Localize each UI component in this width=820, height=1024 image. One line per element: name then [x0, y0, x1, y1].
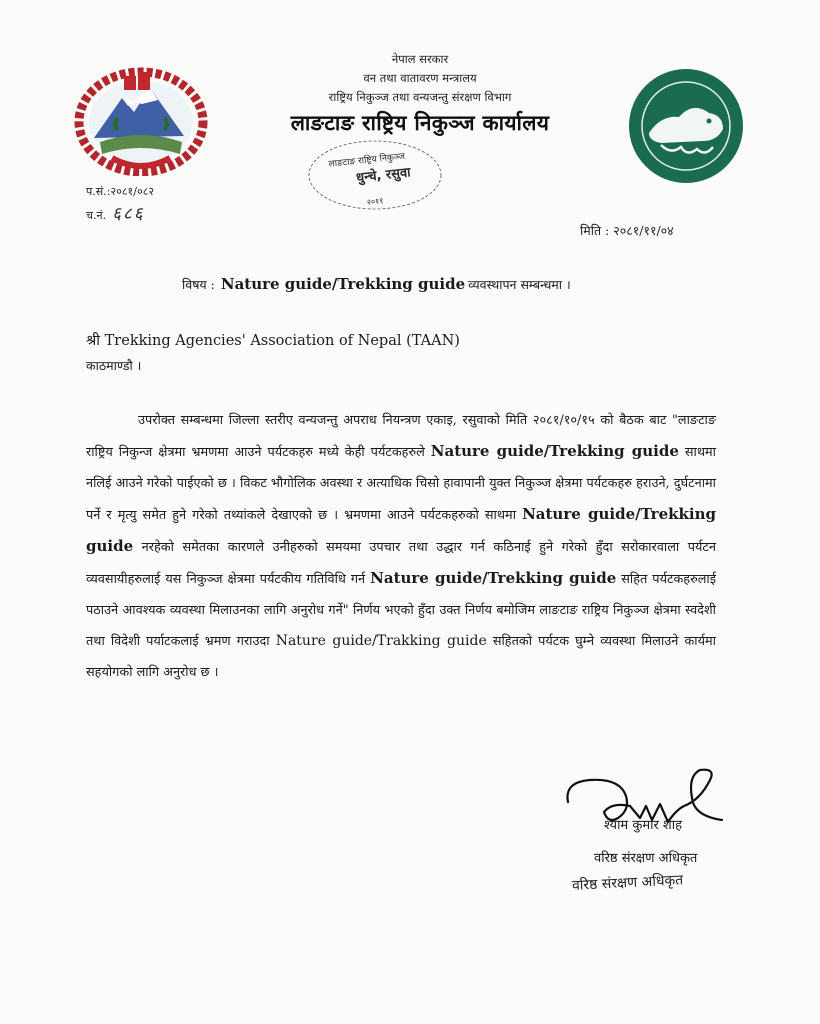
letter-date: मिति : २०८१/११/०४: [580, 223, 674, 238]
stamp-text-2: धुन्चे, रसुवा: [355, 165, 412, 186]
body-part-5: सहितको पर्यटक घुम्ने व्यवस्था मिलाउने कार्यमा सहयोगको लागि अनुरोध छ ।: [86, 634, 717, 680]
subject-line: [182, 275, 571, 293]
body-part-4: सहित पर्यटकहरुलाई पठाउने आवश्यक व्यवस्था मिलाउनका लागि अनुरोध गर्ने" निर्णय भएको हुँदा उक्त निर्णय बमोजिम लाङटाङ राष्ट्रिय निकुञ्ज क्षेत्रमा स्वदेशी तथा विदेशी पर्याटकलाई भ्रमण गराउदा: [86, 572, 716, 649]
signatory-title-stamp: वरिष्ठ संरक्षण अधिकृत: [571, 872, 684, 894]
header-department: राष्ट्रिय निकुञ्ज तथा वन्यजन्तु संरक्षण विभाग: [328, 90, 512, 104]
recipient-city: काठमाण्डौ ।: [86, 358, 142, 373]
cn-label: च.नं.: [86, 209, 107, 222]
subject-english: Nature guide/Trekking guide: [220, 275, 466, 293]
office-stamp: [300, 132, 450, 218]
letter-body: [86, 405, 716, 688]
recipient-name: Trekking Agencies' Association of Nepal (TAAN): [104, 333, 460, 349]
office-title: लाङटाङ राष्ट्रिय निकुञ्ज कार्यालय: [290, 111, 550, 135]
cn-value: ६८६: [112, 204, 145, 224]
ps-label: प.सं.: [86, 185, 107, 198]
letterhead: [230, 50, 610, 137]
header-government: नेपाल सरकार: [391, 52, 449, 66]
cn-row: [86, 203, 154, 227]
stamp-text-1: लाङटाङ राष्ट्रिय निकुञ्ज: [328, 151, 406, 170]
reference-block: [86, 181, 154, 227]
body-english-3: Nature guide/Trekking guide: [370, 569, 617, 587]
body-english-1: Nature guide/Trekking guide: [430, 442, 679, 460]
signatory-title: वरिष्ठ संरक्षण अधिकृत: [594, 851, 698, 866]
stamp-text-3: २०११: [366, 196, 384, 207]
subject-label: विषय :: [182, 277, 215, 292]
body-part-2: साथमा नलिई आउने गरेको पाईएको छ । विकट भौगोलिक अवस्था र अत्याधिक चिसो हावापानी युक्त निकुञ्ज क्षेत्रमा पर्यटकहरु हराउने, दुर्घटनामा पर्ने र मृत्यु समेत हुने गरेको तथ्यांकले देखाएको छ । भ्रमणमा आउने पर्यटकहरुको साथमा: [86, 445, 716, 523]
header-ministry: वन तथा वातावरण मन्त्रालय: [363, 71, 477, 85]
signatory-name: श्याम कुमार शाह: [604, 818, 683, 833]
body-english-4: Nature guide/Trakking guide: [275, 633, 487, 649]
logo-text: [627, 67, 745, 185]
recipient-prefix: श्री: [86, 333, 101, 349]
ps-value: :२०८१/०८२: [106, 185, 155, 198]
subject-rest: व्यवस्थापन सम्बन्धमा ।: [468, 277, 571, 292]
recipient: [86, 328, 460, 354]
nepal-emblem-icon: [72, 58, 210, 176]
body-part-1: उपरोक्त सम्बन्धमा जिल्ला स्तरीए वन्यजन्तु अपराध नियन्त्रण एकाइ, रसुवाको मिति २०८१/१०/१५ को बैठक बाट "लाङटाङ राष्ट्रिय निकुन्ज क्षेत्रमा भ्रमणमा आउने पर्यटकहरु मध्ये केही पर्यटकहरुले: [86, 413, 716, 460]
ps-row: [86, 181, 154, 203]
body-part-3: नरहेको समेतका कारणले उनीहरुको समयमा उपचार तथा उद्धार गर्न कठिनाई हुने गरेको हुँदा सरोकारवाला पर्यटन व्यवसायीहरुलाई यस निकुञ्ज क्षेत्रमा पर्यटकीय गतिविधि गर्न: [86, 540, 716, 587]
body-english-2: Nature guide/Trekking guide: [86, 505, 716, 555]
